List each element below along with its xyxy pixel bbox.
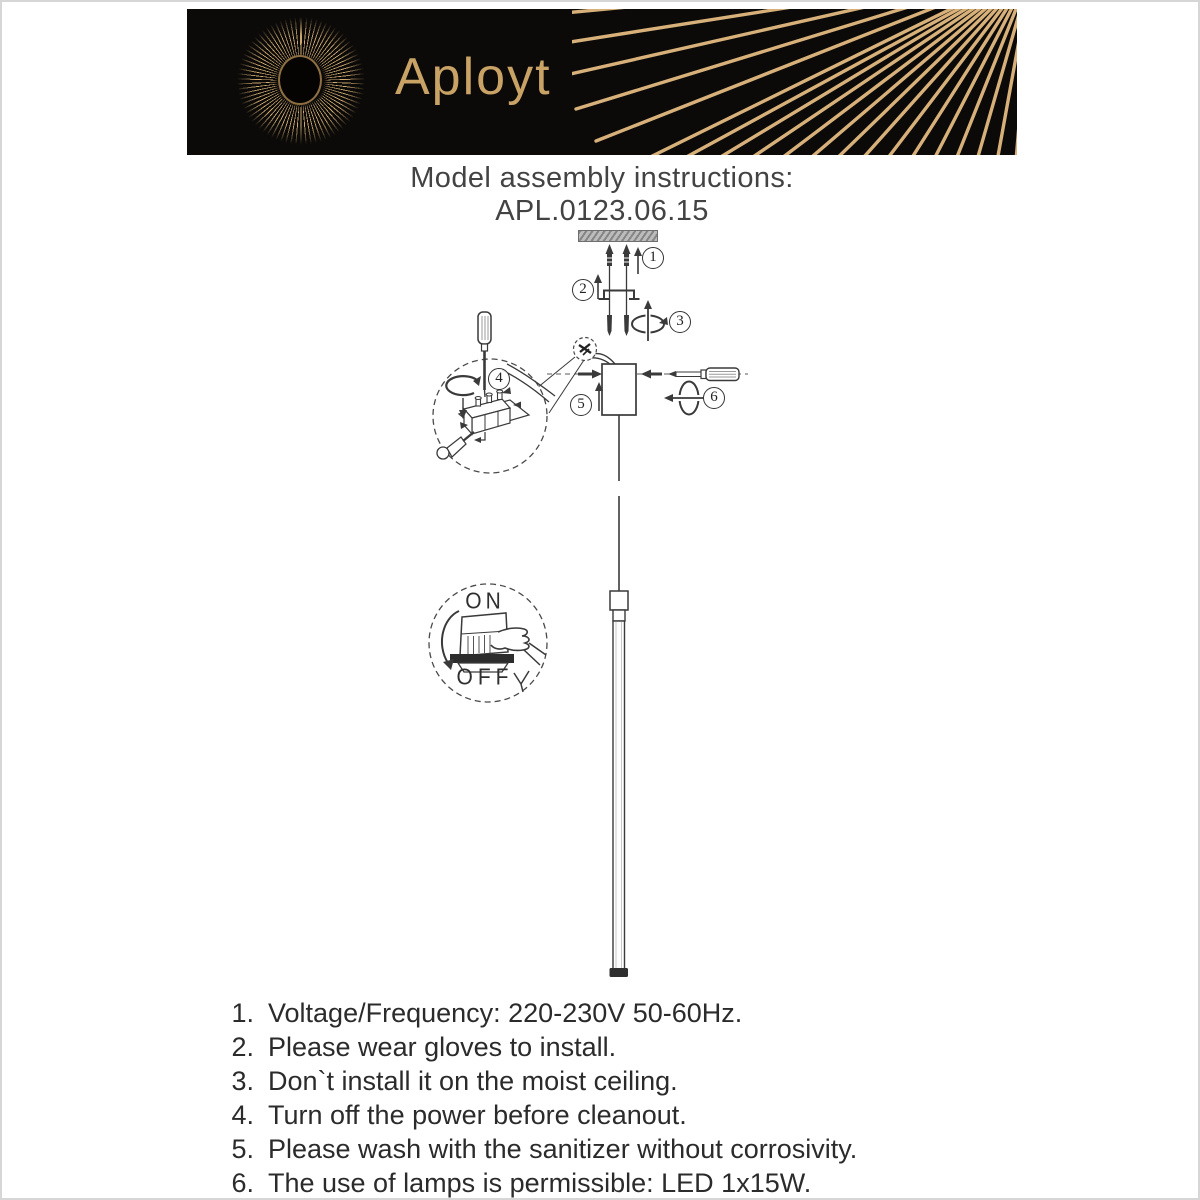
model-number: APL.0123.06.15 [495,195,709,227]
step-6-badge: 6 [703,387,725,409]
step2-up-arrow-icon [594,274,602,299]
cable-connector [610,591,628,621]
step-5-badge: 5 [570,394,592,416]
item-text: Voltage/Frequency: 220-230V 50-60Hz. [268,998,743,1028]
page-title: Model assembly instructions: [410,162,794,194]
instruction-item [222,996,1062,1030]
ceiling-hatch [578,230,658,242]
item-number: 5. [231,1134,254,1164]
item-number: 6. [231,1168,254,1198]
item-text: Turn off the power before cleanout. [268,1100,687,1130]
item-number: 1. [231,998,254,1028]
instruction-item [222,1098,1062,1132]
step-4-badge: 4 [488,368,510,390]
step1-up-arrow-icon [634,247,642,274]
instruction-item [222,1064,1062,1098]
instruction-item [222,1030,1062,1064]
switch-on-label: ON [465,588,505,615]
mounting-bracket-icon [599,291,640,300]
instruction-item [222,1166,1062,1200]
item-number: 4. [231,1100,254,1130]
item-text: Don`t install it on the moist ceiling. [268,1066,678,1096]
instruction-item [222,1132,1062,1166]
anchor-screws-icon [606,244,631,315]
step-3-badge: 3 [669,311,691,333]
lamp-tube [610,621,629,977]
step-2-badge: 2 [572,279,594,301]
canopy-box [602,364,636,415]
item-text: Please wash with the sanitizer without corrosivity. [268,1134,858,1164]
brand-name: Aployt [395,48,552,106]
instruction-list [222,996,1062,1200]
item-number: 2. [231,1032,254,1062]
bracket-screws-icon [607,315,629,336]
item-text: The use of lamps is permissible: LED 1x15W. [268,1168,812,1198]
item-text: Please wear gloves to install. [268,1032,617,1062]
rotate-up-icon [632,300,668,342]
rotate-horizontal-icon [664,382,704,415]
screwdriver-horizontal-icon [668,368,739,381]
item-number: 3. [231,1066,254,1096]
step-1-badge: 1 [642,247,664,269]
switch-off-label: OFF [456,664,514,691]
